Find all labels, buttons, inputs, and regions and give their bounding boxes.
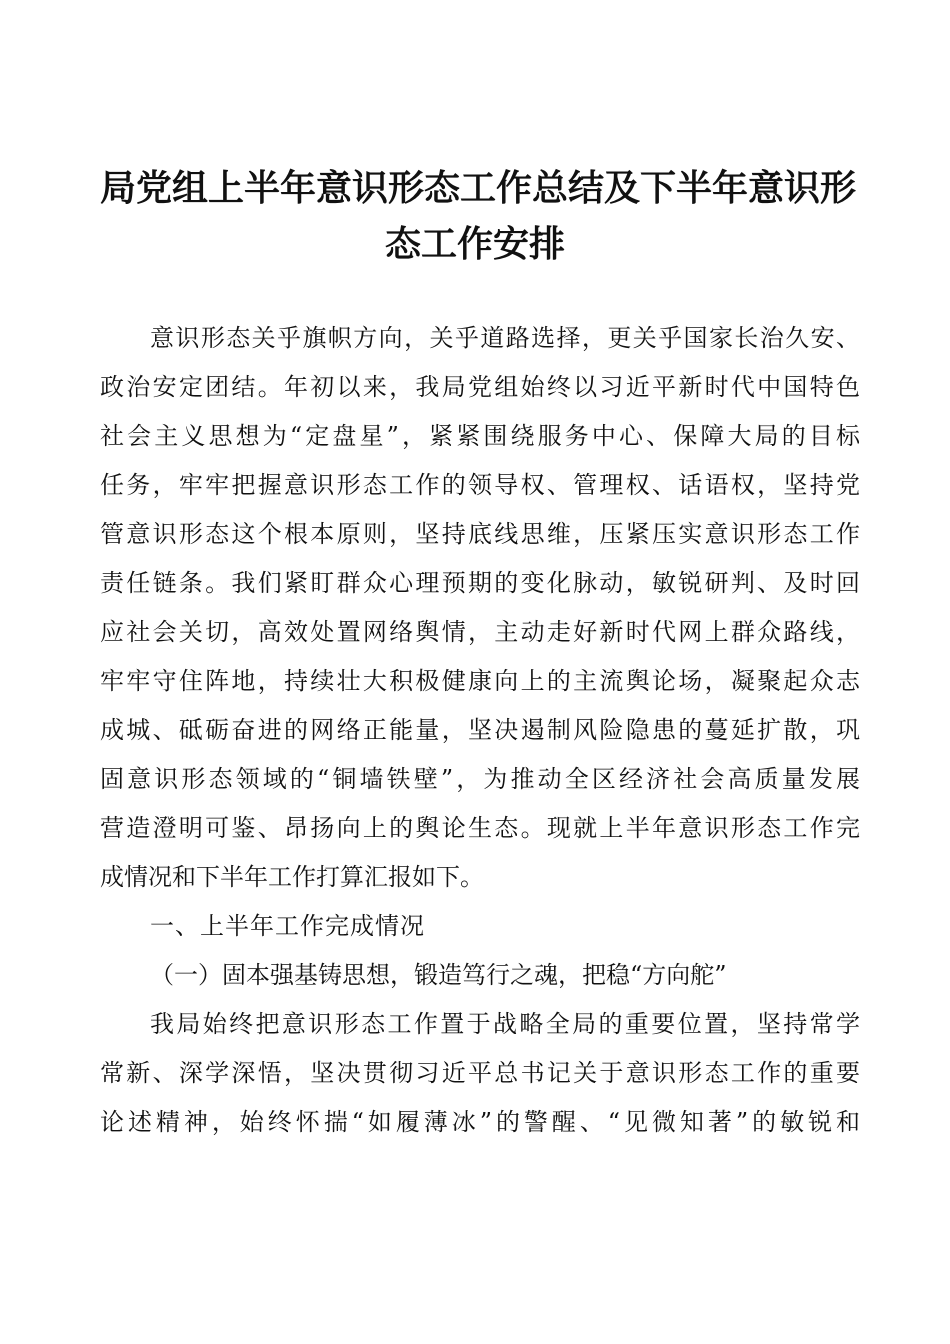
subsection-heading (100, 951, 860, 1000)
body-line: 应社会关切，高效处置网络舆情，主动走好新时代网上群众路线， (100, 618, 860, 646)
document-body (100, 314, 860, 1147)
body-line: 牢牢守住阵地，持续壮大积极健康向上的主流舆论场，凝聚起众志 (100, 667, 860, 695)
body-line: 任务，牢牢把握意识形态工作的领导权、管理权、话语权，坚持党 (100, 471, 860, 499)
body-line: 营造澄明可鉴、昂扬向上的舆论生态。现就上半年意识形态工作完 (100, 814, 860, 842)
subheading-line: （一）固本强基铸思想，锻造笃行之魂，把稳“方向舵” (150, 961, 727, 989)
title-line: 态工作安排 (384, 223, 565, 265)
body-line: 论述精神，始终怀揣“如履薄冰”的警醒、“见微知著”的敏锐和 (100, 1108, 860, 1136)
title-line: 局党组上半年意识形态工作总结及下半年意识形 (100, 167, 857, 209)
body-line: 我局始终把意识形态工作置于战略全局的重要位置，坚持常学 (150, 1010, 860, 1038)
body-line: 常新、深学深悟，坚决贯彻习近平总书记关于意识形态工作的重要 (100, 1059, 860, 1087)
heading-line: 一、上半年工作完成情况 (150, 912, 425, 940)
body-line: 成城、砥砺奋进的网络正能量，坚决遏制风险隐患的蔓延扩散，巩 (100, 716, 860, 744)
body-line: 政治安定团结。年初以来，我局党组始终以习近平新时代中国特色 (100, 373, 860, 401)
body-line: 意识形态关乎旗帜方向，关乎道路选择，更关乎国家长治久安、 (150, 324, 860, 352)
section-heading (100, 902, 860, 951)
body-line: 责任链条。我们紧盯群众心理预期的变化脉动，敏锐研判、及时回 (100, 569, 860, 597)
document-title (100, 160, 857, 272)
body-line: 成情况和下半年工作打算汇报如下。 (100, 863, 484, 891)
body-line: 管意识形态这个根本原则，坚持底线思维，压紧压实意识形态工作 (100, 520, 860, 548)
paragraph-intro (100, 314, 860, 902)
body-line: 固意识形态领域的“铜墙铁壁”，为推动全区经济社会高质量发展 (100, 765, 860, 793)
paragraph-section-one (100, 1000, 860, 1147)
body-line: 社会主义思想为“定盘星”，紧紧围绕服务中心、保障大局的目标 (100, 422, 860, 450)
